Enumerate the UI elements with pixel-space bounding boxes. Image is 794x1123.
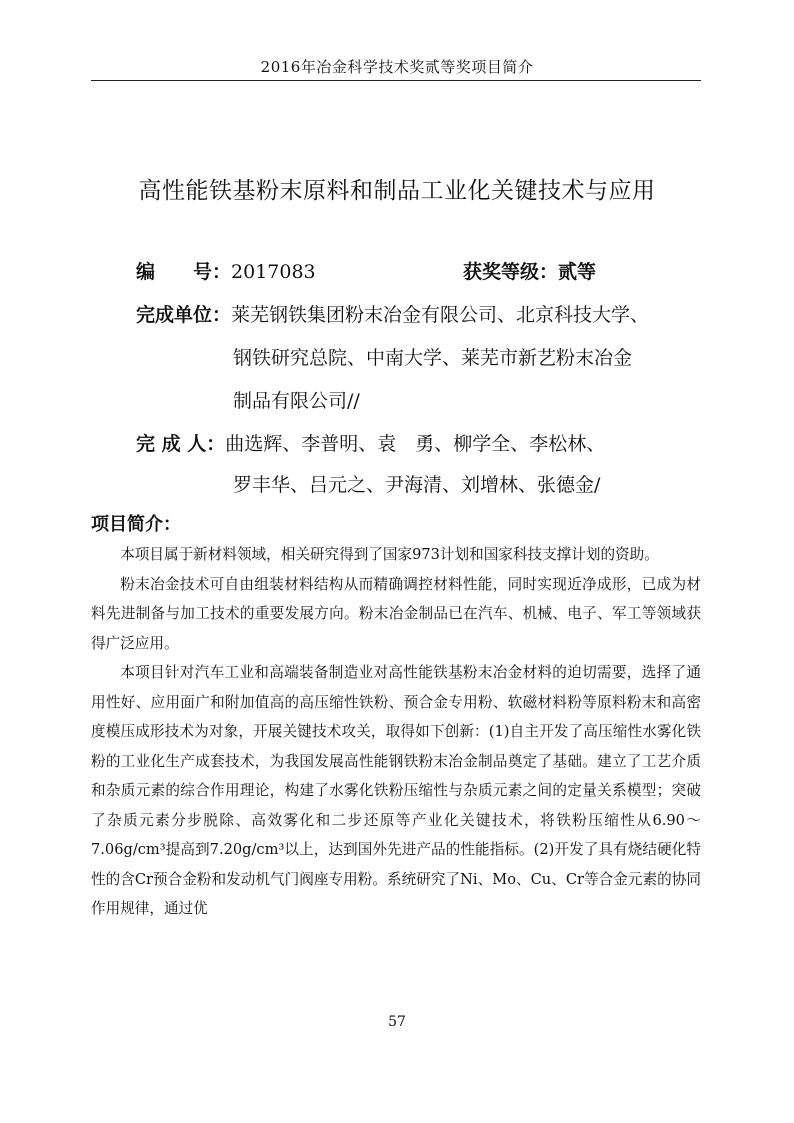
running-header: 2016年冶金科学技术奖贰等奖项目简介: [260, 58, 534, 76]
paragraph-1: 本项目属于新材料领域，相关研究得到了国家973计划和国家科技支撑计划的资助。: [120, 546, 659, 563]
number-value: 2017083: [231, 261, 316, 283]
award-label: 获奖等级：: [463, 261, 559, 283]
persons-label: 完 成 人：: [136, 433, 226, 455]
units-line-1: 莱芜钢铁集团粉末冶金有限公司、北京科技大学、: [231, 304, 650, 326]
persons-row: [136, 429, 605, 456]
persons-line-1: 曲选辉、李普明、袁 勇、柳学全、李松林、: [225, 433, 606, 455]
section-heading: 项目简介：: [91, 514, 181, 535]
units-line-2: 钢铁研究总院、中南大学、莱芜市新艺粉末冶金: [233, 347, 633, 369]
document-title: 高性能铁基粉末原料和制品工业化关键技术与应用: [138, 178, 656, 204]
persons-line-2: 罗丰华、吕元之、尹海清、刘增林、张德金/: [233, 474, 601, 496]
header-rule: [91, 80, 701, 81]
units-label: 完成单位：: [136, 304, 232, 326]
paragraph-3: 本项目针对汽车工业和高端装备制造业对高性能铁基粉末冶金材料的迫切需要，选择了通用性好、应用面广和附加值高的高压缩性铁粉、预合金专用粉、软磁材料粉等原料粉末和高密度模压成形技术为对象，开展关键技术攻关，取得如下创新：(1)自主开发了高压缩性水雾化铁粉的工业化生产成套技术，为我国发展高性能钢铁粉末冶金制品奠定了基础。建立了工艺介质和杂质元素的综合作用理论，构建了水雾化铁粉压缩性与杂质元素之间的定量关系模型；突破了杂质元素分步脱除、高效雾化和二步还原等产业化关键技术，将铁粉压缩性从6.90～7.06g/cm³提高到7.20g/cm³以上，达到国外先进产品的性能指标。(2)开发了具有烧结硬化特性的含Cr预合金粉和发动机气门阀座专用粉。系统研究了Ni、Mo、Cu、Cr等合金元素的协同作用规律，通过优: [91, 664, 701, 917]
award-value: 贰等: [558, 261, 597, 283]
paragraph-2: 粉末冶金技术可自由组装材料结构从而精确调控材料性能，同时实现近净成形，已成为材料先进制备与加工技术的重要发展方向。粉末冶金制品已在汽车、机械、电子、军工等领域获得广泛应用。: [91, 575, 701, 652]
units-row: [136, 300, 649, 327]
number-label: 编 号：: [136, 261, 232, 283]
award-row: [463, 257, 596, 284]
page-number: 57: [388, 1014, 406, 1030]
units-line-3: 制品有限公司//: [233, 390, 360, 412]
number-row: [136, 257, 316, 284]
section-body: [91, 540, 701, 924]
